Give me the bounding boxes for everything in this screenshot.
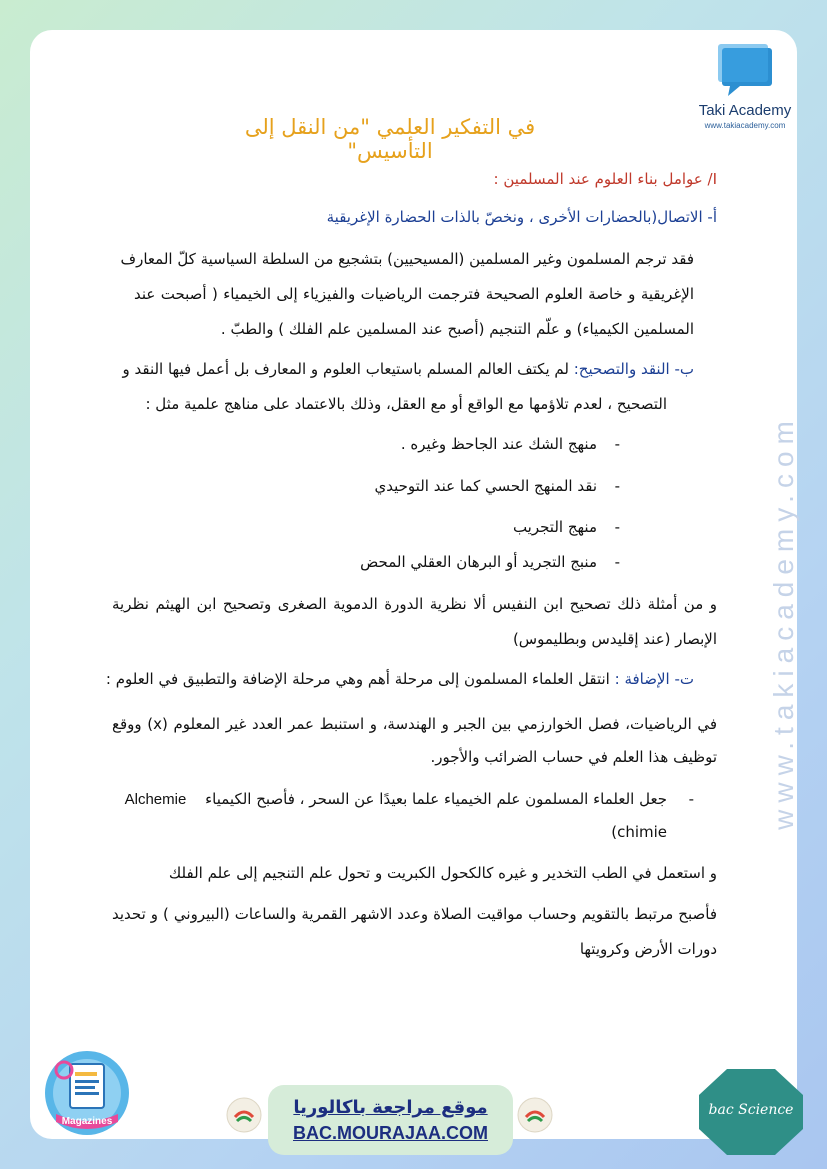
list-item: منبج التجريد أو البرهان العقلي المحض bbox=[360, 553, 597, 571]
part-t-heading: ت- الإضافة : bbox=[614, 670, 694, 688]
magazines-badge-icon bbox=[42, 1048, 132, 1138]
list-item: منهج الشك عند الجاحظ وغيره . bbox=[400, 435, 597, 453]
alchemie-word: Alchemie bbox=[124, 791, 187, 808]
list-item: نقد المنهج الحسي كما عند التوحيدي bbox=[374, 477, 597, 495]
document-page bbox=[30, 30, 797, 1139]
chem-line bbox=[125, 790, 667, 808]
bac-science-text: bac Science bbox=[708, 1102, 794, 1118]
bac-science-logo bbox=[697, 1067, 805, 1157]
paragraph-line: توظيف هذا العلم في حساب الضرائب والأجور. bbox=[430, 748, 717, 766]
paragraph-line: فقد ترجم المسلمون وغير المسلمين (المسيحيين) بتشجيع من السلطة السياسية كلّ المعارف bbox=[120, 250, 694, 268]
page-title: في التفكير العلمي "من النقل إلى التأسيس" bbox=[244, 115, 536, 163]
logo-name: Taki Academy bbox=[698, 102, 792, 119]
paragraph-line: فأصبح مرتبط بالتقويم وحساب مواقيت الصلاة وعدد الاشهر القمرية والساعات (البيروني ) و تحديد bbox=[112, 905, 717, 923]
paragraph-line: و استعمل في الطب التخدير و غيره كالكحول الكبريت و تحول علم التنجيم إلى علم الفلك bbox=[168, 864, 717, 882]
logo-url: www.takiacademy.com bbox=[704, 121, 786, 130]
paragraph-line: دورات الأرض وكرويتها bbox=[579, 940, 717, 958]
right-emblem-icon bbox=[517, 1097, 553, 1133]
part-b-text: لم يكتف العالم المسلم باستيعاب العلوم و المعارف بل أعمل فيها النقد و bbox=[122, 360, 574, 378]
bullet-dash: - bbox=[614, 553, 620, 571]
part-b-line bbox=[122, 360, 694, 378]
footer-site-arabic[interactable]: موقع مراجعة باكالوريا bbox=[293, 1097, 488, 1118]
paragraph-line: الإبصار (عند إقليدس وبطليموس) bbox=[512, 630, 717, 648]
part-t-line bbox=[106, 670, 694, 688]
paragraph-line: في الرياضيات، فصل الخوارزمي بين الجبر و الهندسة، و استنبط عمر العدد غير المعلوم (x) ووقع bbox=[112, 715, 718, 733]
magazines-label: Magazines bbox=[61, 1116, 113, 1127]
part-t-text: انتقل العلماء المسلمون إلى مرحلة أهم وهي مرحلة الإضافة والتطبيق في العلوم : bbox=[105, 670, 615, 688]
paragraph-line: و من أمثلة ذلك تصحيح ابن النفيس ألا نظرية الدورة الدموية الصغرى وتصحيح ابن الهيثم نظرية bbox=[112, 595, 717, 613]
speech-bubble-icon bbox=[718, 42, 778, 97]
watermark-text: www.takiacademy.com bbox=[768, 414, 799, 830]
footer-banner[interactable] bbox=[268, 1085, 513, 1155]
paragraph-line: الإغريقية و خاصة العلوم الصحيحة فترجمت الرياضيات والفيزياء إلى الخيمياء ( أصبحت عند bbox=[134, 285, 694, 303]
bullet-dash: - bbox=[688, 790, 694, 808]
paragraph-line: التصحيح ، لعدم تلاؤمها مع الواقع أو مع العقل، وذلك بالاعتماد على مناهج علمية مثل : bbox=[145, 395, 667, 413]
part-b-heading: ب- النقد والتصحيح: bbox=[573, 360, 694, 378]
taki-academy-logo bbox=[690, 40, 800, 135]
paragraph-line: المسلمين الكيمياء) و علّم التنجيم (أصبح عند المسلمين علم الفلك ) والطبّ . bbox=[220, 320, 694, 338]
bullet-dash: - bbox=[614, 435, 620, 453]
list-item: منهج التجريب bbox=[512, 518, 597, 536]
footer-site-link[interactable]: BAC.MOURAJAA.COM bbox=[293, 1123, 488, 1143]
section-heading: I/ عوامل بناء العلوم عند المسلمين : bbox=[493, 170, 717, 188]
chem-text: جعل العلماء المسلمون علم الخيمياء علما بعيدًا عن السحر ، فأصبح الكيمياء bbox=[205, 790, 667, 808]
chimie-word: (chimie bbox=[611, 823, 667, 841]
bullet-dash: - bbox=[614, 477, 620, 495]
left-emblem-icon bbox=[226, 1097, 262, 1133]
bullet-dash: - bbox=[614, 518, 620, 536]
part-a-heading: أ- الاتصال(بالحضارات الأخرى ، ونخصّ بالذات الحضارة الإغريقية bbox=[326, 208, 717, 226]
